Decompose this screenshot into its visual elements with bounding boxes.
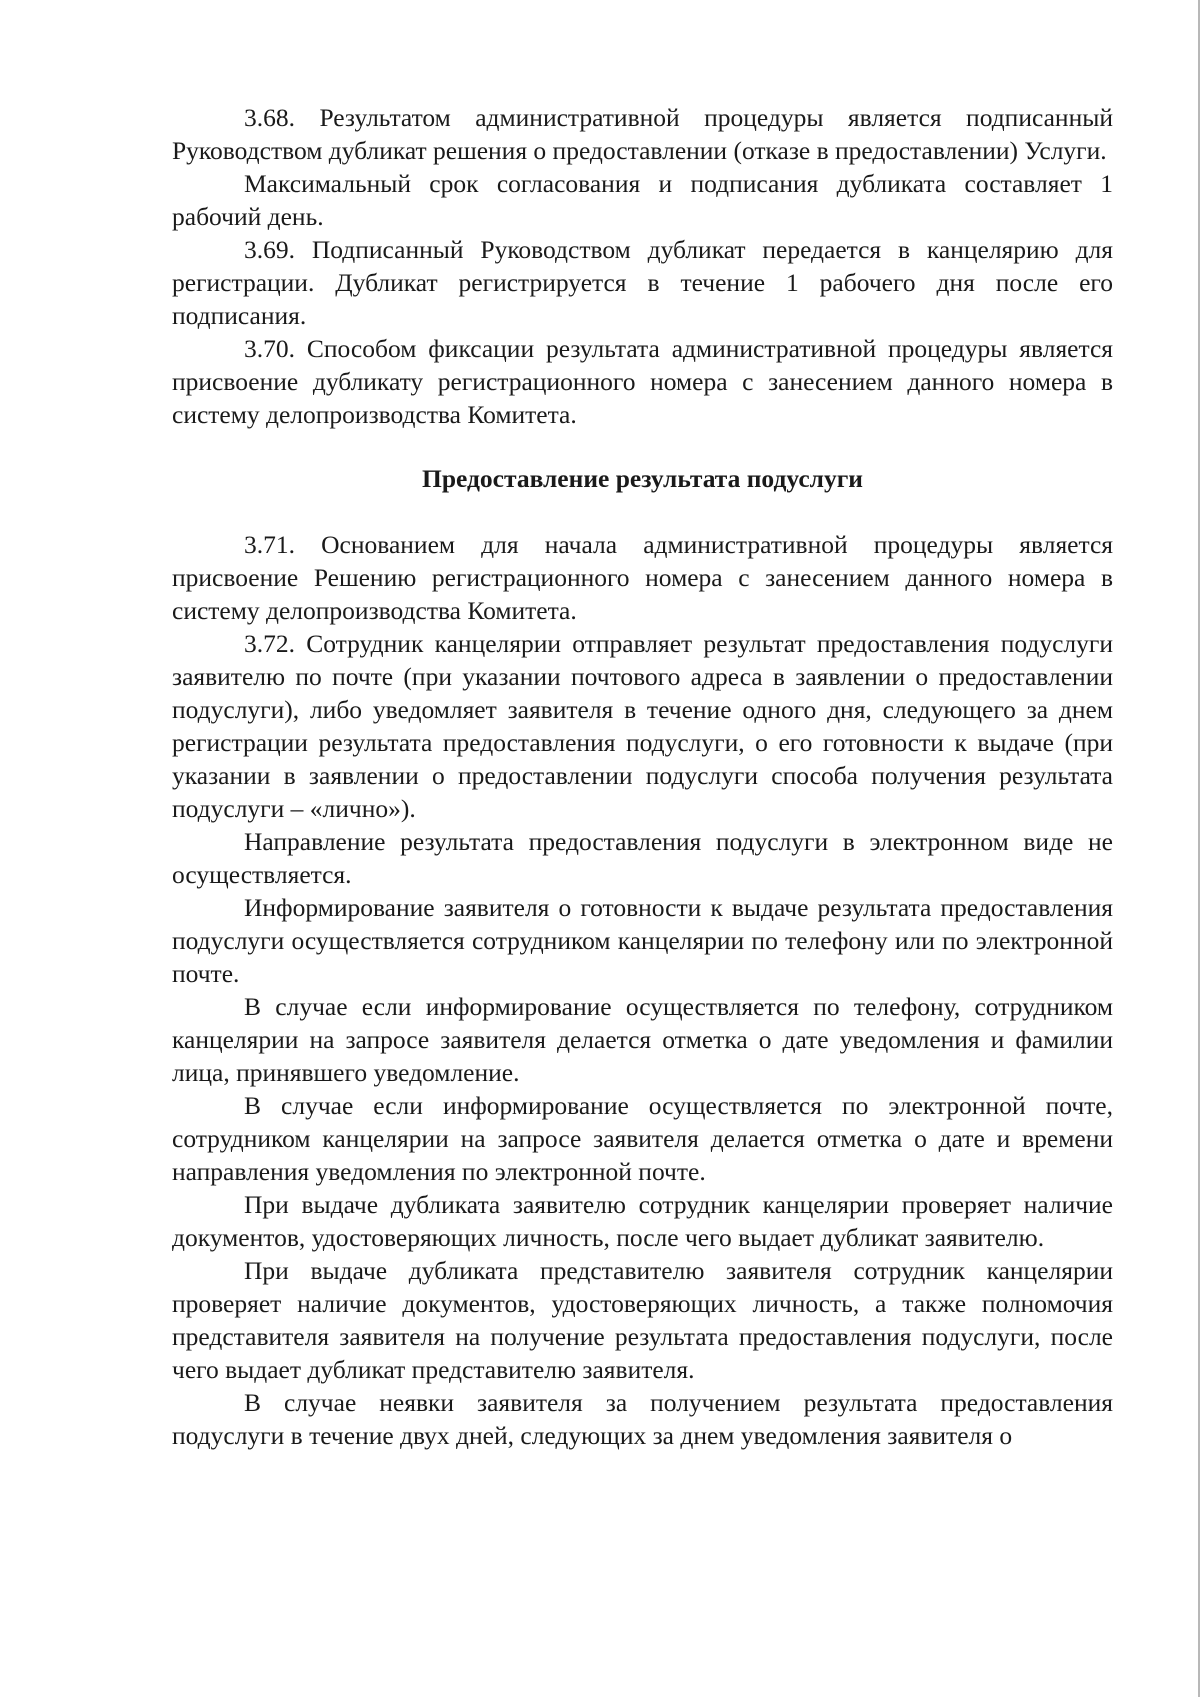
paragraph-no-show: В случае неявки заявителя за получением результата предоставления подуслуги в течение двух дней, следующих за днем уведомления заявителя о (172, 1388, 1113, 1450)
paragraph-informing: Информирование заявителя о готовности к выдаче результата предоставления подуслуги осуществляется сотрудником канцелярии по телефону или по электронной почте. (172, 893, 1113, 988)
paragraph-3-68: 3.68. Результатом административной процедуры является подписанный Руководством дубликат решения о предоставлении (отказе в предоставлении) Услуги. (172, 103, 1113, 165)
paragraph-issue-applicant: При выдаче дубликата заявителю сотрудник канцелярии проверяет наличие документов, удостоверяющих личность, после чего выдает дубликат заявителю. (172, 1190, 1113, 1252)
paragraph-phone: В случае если информирование осуществляется по телефону, сотрудником канцелярии на запросе заявителя делается отметка о дате уведомления и фамилии лица, принявшего уведомление. (172, 992, 1113, 1087)
section-heading: Предоставление результата подуслуги (422, 464, 863, 493)
document-page (172, 101, 1113, 1452)
paragraph-3-71: 3.71. Основанием для начала административной процедуры является присвоение Решению регистрационного номера с занесением данного номера в систему делопроизводства Комитета. (172, 530, 1113, 625)
paragraph-3-70: 3.70. Способом фиксации результата административной процедуры является присвоение дубликату регистрационного номера с занесением данного номера в систему делопроизводства Комитета. (172, 334, 1113, 429)
paragraph-3-69: 3.69. Подписанный Руководством дубликат передается в канцелярию для регистрации. Дубликат регистрируется в течение 1 рабочего дня после его подписания. (172, 235, 1113, 330)
paragraph-issue-representative: При выдаче дубликата представителю заявителя сотрудник канцелярии проверяет наличие документов, удостоверяющих личность, а также полномочия представителя заявителя на получение результата предоставления подуслуги, после чего выдает дубликат представителю заявителя. (172, 1256, 1113, 1384)
paragraph-email: В случае если информирование осуществляется по электронной почте, сотрудником канцелярии на запросе заявителя делается отметка о дате и времени направления уведомления по электронной почте. (172, 1091, 1113, 1186)
paragraph-3-72: 3.72. Сотрудник канцелярии отправляет результат предоставления подуслуги заявителю по почте (при указании почтового адреса в заявлении о предоставлении подуслуги), либо уведомляет заявителя в течение одного дня, следующего за днем регистрации результата предоставления подуслуги, о его готовности к выдаче (при указании в заявлении о предоставлении подуслуги способа получения результата подуслуги – «лично»). (172, 629, 1113, 823)
paragraph-max-term: Максимальный срок согласования и подписания дубликата составляет 1 рабочий день. (172, 169, 1113, 231)
paragraph-electronic: Направление результата предоставления подуслуги в электронном виде не осуществляется. (172, 827, 1113, 889)
